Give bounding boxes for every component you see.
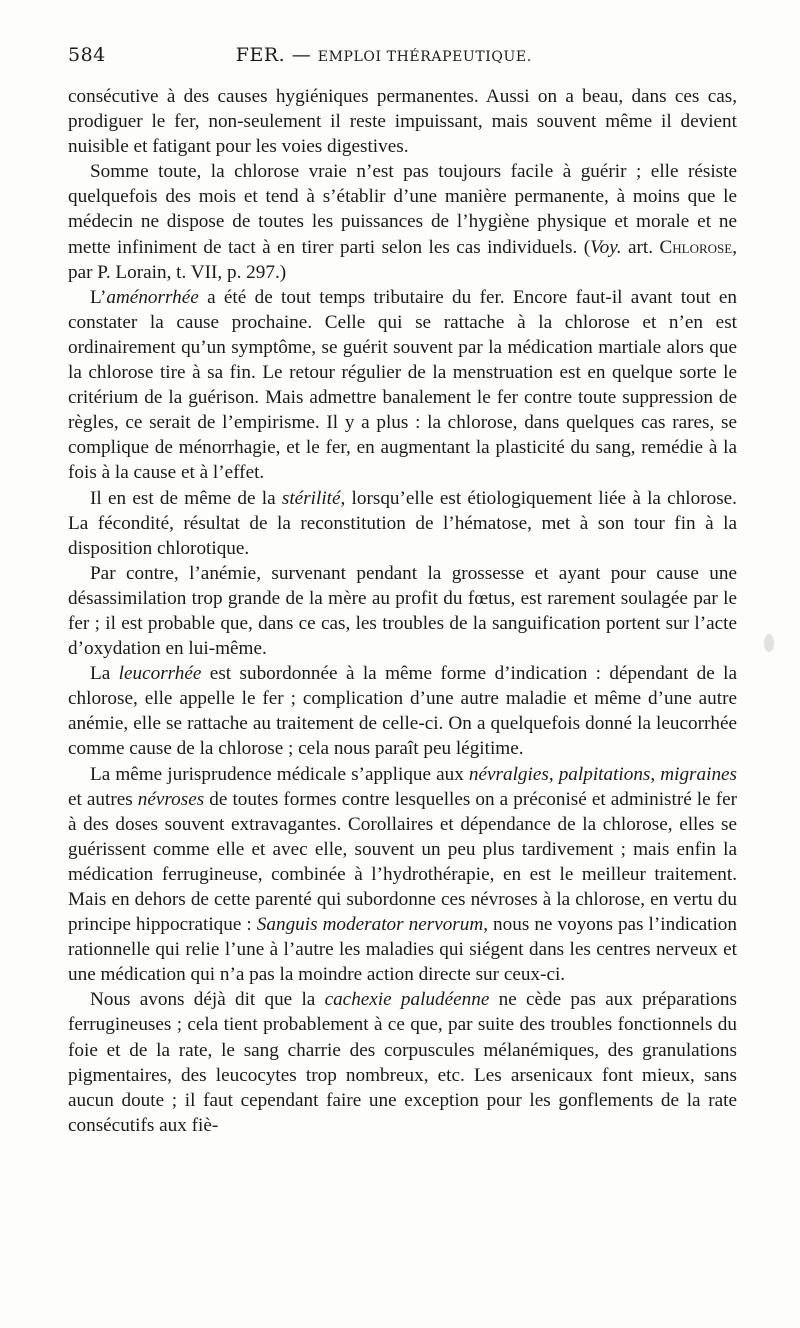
text-run: La même jurisprudence médicale s’applique aux [90,763,469,785]
italic-voy: Voy. [590,236,622,258]
text-run: et autres [68,788,138,810]
paragraph-6 [68,661,737,761]
italic-palpitations: palpitations [558,763,651,785]
running-title-main: FER. — [235,44,312,66]
paragraph-4 [68,486,737,561]
italic-cachexie-paludeenne: cachexie paludéenne [324,989,490,1011]
italic-nevralgies: névralgies [468,763,549,785]
text-run: Somme toute, la chlorose vraie n’est pas toujours facile à guérir ; elle résiste quelquefois des mois et tend à s’établir d’une manière permanente, à moins que le médecin ne dispose de toutes les puissances de l’hygiène physique et morale et ne mette infiniment de tact à en tirer parti selon les cas individuels. ( [68,161,737,258]
italic-sanguis-moderator: Sanguis moderator nervorum [256,914,484,936]
paragraph-5: Par contre, l’anémie, survenant pendant la grossesse et ayant pour cause une désassimilation trop grande de la mère au profit du fœtus, est rarement soulagée par le fer ; il est probable que, dans ce cas, les troubles de la sanguification portent sur l’acte d’oxydation en lui-même. [68,562,737,660]
paragraph-8 [68,987,737,1138]
paragraph-7 [68,762,737,988]
text-run: ne cède pas aux préparations ferrugineuses ; cela tient probablement à ce que, par suite des troubles fonctionnels du foie et de la rate, le sang charrie des corpuscules mélanémiques, des granulations pigmentaires, des leucocytes trop nombreux, etc. Les arsenicaux font mieux, sans aucun doute ; il faut cependant faire une exception pour les gonflements de la rate consécutifs aux fiè- [68,989,737,1136]
text-run: , lorsqu’elle est étiologiquement liée à la chlorose. La fécondité, résultat de la reconstitution de l’hématose, met à son tour fin à la disposition chlorotique. [68,487,737,559]
text-run: La [90,663,119,685]
text-run: Il en est de même de la [90,487,282,509]
text-run: , [650,763,661,785]
italic-migraines: migraines [660,763,738,785]
running-title [236,44,532,66]
running-title-sub: EMPLOI THÉRAPEUTIQUE. [317,49,532,65]
running-header [68,44,738,78]
text-run: L’ [90,286,107,308]
italic-nevroses: névroses [137,788,205,810]
small-caps-chlorose: Chlorose [659,236,733,258]
text-run: Nous avons déjà dit que la [90,989,325,1011]
text-run: art. [621,236,660,258]
page-edge-stain [764,634,774,652]
paragraph-2 [68,159,737,284]
italic-sterilite: stérilité [281,487,341,509]
text-run: , nous ne voyons pas l’indication rationnelle qui relie l’une à l’autre les maladies qui siégent dans les centres nerveux et une médication qui n’a pas la moindre action directe sur ceux-ci. [68,914,737,986]
text-run: , [548,763,559,785]
paragraph-1: consécutive à des causes hygiéniques permanentes. Aussi on a beau, dans ces cas, prodiguer le fer, non-seulement il reste impuissant, mais souvent même il devient nuisible et fatigant pour les voies digestives. [68,86,737,158]
text-run: a été de tout temps tributaire du fer. Encore faut-il avant tout en constater la cause prochaine. Celle qui se rattache à la chlorose et n’en est ordinairement qu’un symptôme, se guérit souvent par la médication martiale alors que la chlorose tire à sa fin. Le retour régulier de la menstruation est en quelque sorte le critérium de la guérison. Mais admettre banalement le fer contre toute suppression de règles, ce serait de l’empirisme. Il y a plus : la chlorose, dans quelques cas rares, se complique de ménorrhagie, et le fer, en augmentant la plasticité du sang, remédie à la fois à la cause et à l’effet. [68,286,737,484]
text-run: , par P. Lorain, t. VII, p. 297.) [68,236,737,283]
italic-leucorrhee: leucorrhée [118,663,202,685]
body-text [68,84,737,1138]
paragraph-3 [68,285,737,486]
text-run: de toutes formes contre lesquelles on a préconisé et administré le fer à des doses souvent extravagantes. Corollaires et dépendance de la chlorose, elles se guérissent comme elle et avec elle, souvent un peu plus tardivement ; mais enfin la médication ferrugineuse, combinée à l’hydrothérapie, en est le meilleur traitement. Mais en dehors de cette parenté qui subordonne ces névroses à la chlorose, en vertu du principe hippocratique : [68,788,737,936]
italic-amenorrhee: aménorrhée [106,286,199,308]
page-number: 584 [68,44,106,66]
text-run: est subordonnée à la même forme d’indication : dépendant de la chlorose, elle appelle le fer ; complication d’une autre maladie et même d’une autre anémie, elle se rattache au traitement de celle-ci. On a quelquefois donné la leucorrhée comme cause de la chlorose ; cela nous paraît peu légitime. [68,663,737,760]
